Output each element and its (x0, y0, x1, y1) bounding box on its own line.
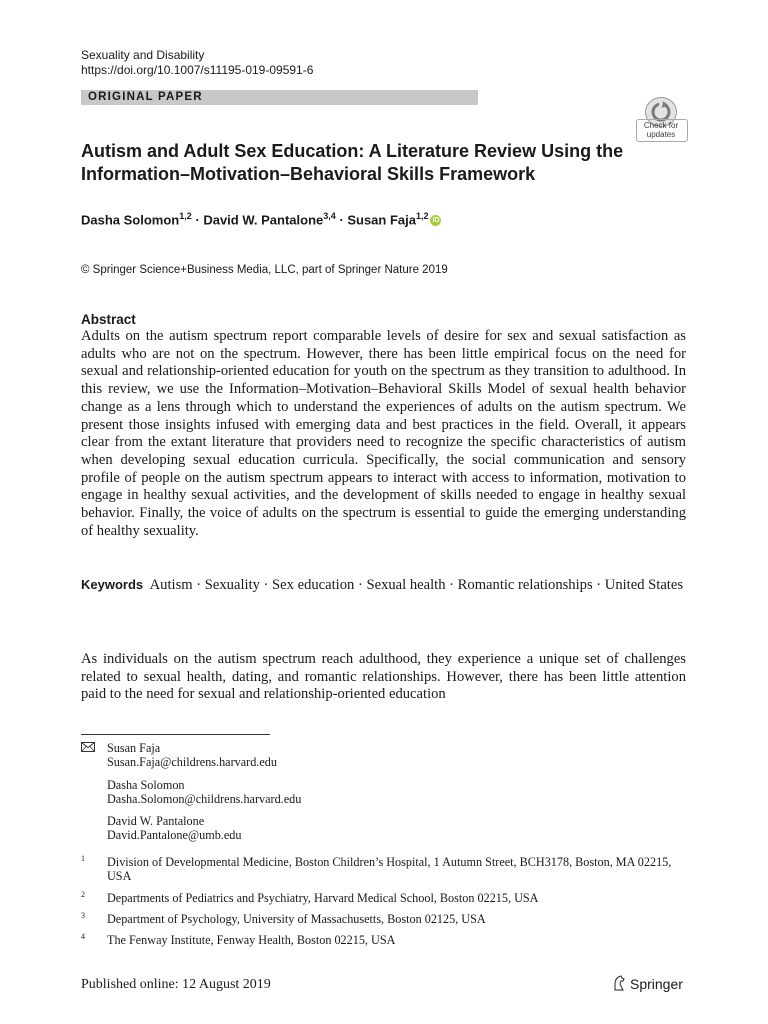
affiliation-number: 4 (81, 932, 85, 942)
envelope-icon (81, 742, 95, 752)
copyright-notice: © Springer Science+Business Media, LLC, part of Springer Nature 2019 (81, 264, 448, 276)
contact-email[interactable]: David.Pantalone@umb.edu (107, 828, 242, 843)
article-type-label: ORIGINAL PAPER (88, 91, 203, 103)
affiliation-item (81, 891, 686, 905)
keywords-list: Autism · Sexuality · Sex education · Sexual health · Romantic relationships · United States (149, 577, 684, 593)
abstract-heading: Abstract (81, 312, 136, 327)
affiliation-item (81, 933, 686, 947)
contact-entry (107, 814, 301, 843)
contact-entry (107, 778, 301, 807)
journal-header (81, 48, 313, 78)
affiliation-text: Department of Psychology, University of Massachusetts, Boston 02125, USA (107, 911, 486, 926)
badge-label: Check for updates (643, 121, 679, 139)
affiliation-item (81, 855, 686, 884)
publisher-name: Springer (630, 976, 683, 992)
journal-name: Sexuality and Disability (81, 48, 205, 62)
author-separator: · (191, 212, 204, 228)
keywords (81, 576, 686, 594)
springer-horse-icon (612, 975, 626, 991)
author-name[interactable]: Susan Faja (347, 212, 416, 228)
check-for-updates-badge[interactable] (634, 97, 688, 142)
contact-name: Susan Faja (107, 741, 161, 755)
author-affiliation-sup: 1,2 (179, 211, 192, 221)
author-separator: · (335, 212, 348, 228)
affiliation-number: 1 (81, 854, 85, 863)
affiliation-number: 2 (81, 889, 85, 899)
doi-link[interactable]: https://doi.org/10.1007/s11195-019-09591-6 (81, 63, 314, 77)
contact-email[interactable]: Dasha.Solomon@childrens.harvard.edu (107, 791, 302, 806)
author-affiliation-sup: 3,4 (323, 211, 336, 221)
affiliation-text: Division of Developmental Medicine, Boston Children’s Hospital, 1 Autumn Street, BCH3178, Boston, MA 02215, USA (107, 855, 672, 884)
article-type-banner (81, 90, 478, 105)
affiliation-item (81, 912, 686, 926)
author-name[interactable]: David W. Pantalone (203, 212, 324, 228)
author-list (81, 207, 441, 229)
affiliation-text: The Fenway Institute, Fenway Health, Boston 02215, USA (107, 933, 396, 948)
keywords-label: Keywords (81, 577, 144, 592)
contact-email[interactable]: Susan.Faja@childrens.harvard.edu (107, 755, 277, 770)
contact-name: Dasha Solomon (107, 777, 185, 792)
affiliation-text: Departments of Pediatrics and Psychiatry, Harvard Medical School, Boston 02215, USA (107, 890, 539, 905)
orcid-icon[interactable]: iD (432, 217, 440, 225)
abstract-text: Adults on the autism spectrum report comparable levels of desire for sex and sexual satisfaction as adults who are not on the spectrum. However, there has been little empirical focus on the need for sexual and relationship-oriented education for youth on the spectrum as they transition to adulthood. In this review, we use the Information–Motivation–Behavioral Skills Model of sexual health behavior change as a lens through which to understand the experiences of adults on the autism spectrum. We present those insights infused with emerging data and best practices in the field. Overall, it appears clear from the extant literature that providers need to recognize the specific characteristics of autism when developing sexual education curricula. Specifically, the social communication and sensory profile of people on the autism spectrum appears to interact with access to information, motivation to engage in healthy sexual activities, and the development of skills needed to engage in healthy sexual behavior. Finally, the voice of adults on the spectrum is essential to guide the emerging understanding of healthy sexuality. (81, 328, 686, 539)
author-name[interactable]: Dasha Solomon (81, 212, 180, 228)
footnote-divider (81, 734, 270, 735)
contact-entry (107, 741, 301, 770)
corresponding-contacts (107, 741, 301, 851)
affiliations (81, 855, 686, 954)
author-affiliation-sup: 1,2 (415, 211, 429, 221)
publisher-logo (612, 975, 683, 993)
contact-name: David W. Pantalone (107, 814, 205, 829)
published-date: Published online: 12 August 2019 (81, 977, 271, 992)
intro-paragraph: As individuals on the autism spectrum reach adulthood, they experience a unique set of challenges related to sexual health, dating, and romantic relationships. However, there has been little attention paid to the need for sexual and relationship-oriented education (81, 651, 686, 703)
affiliation-number: 3 (81, 910, 85, 920)
article-title: Autism and Adult Sex Education: A Literature Review Using the Information–Motivation–Behavioral Skills Framework (81, 141, 624, 184)
